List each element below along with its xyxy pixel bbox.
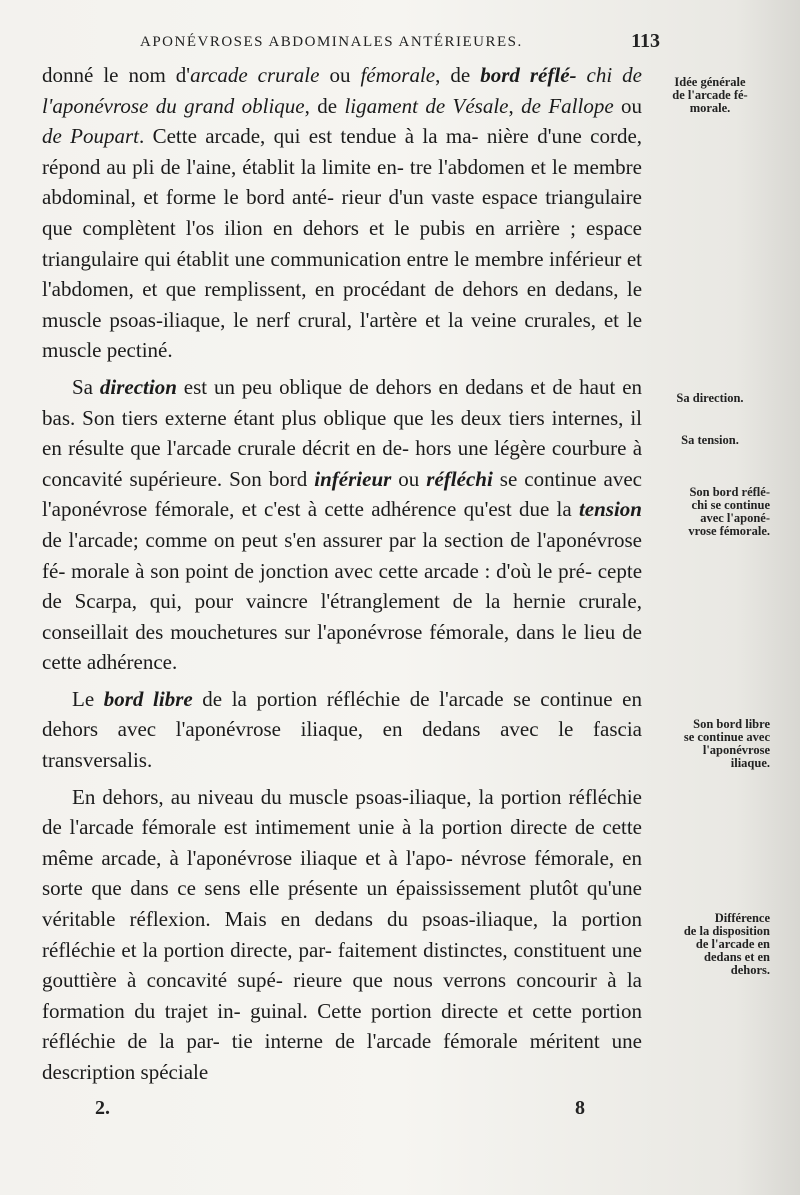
text-run: guinal. Cette portion directe et cette portion réfléchie de la par-	[42, 998, 642, 1054]
margin-note-line: Son bord libre	[693, 717, 770, 731]
text-run: comme on peut s'en assurer par la section de l'aponévrose fé-	[42, 527, 642, 583]
text-run: . Cette arcade, qui est tendue à la ma-	[139, 124, 479, 149]
margin-note-line: Son bord réflé-	[689, 485, 770, 499]
margin-note-bord-reflechi	[650, 486, 770, 538]
paragraph	[42, 60, 642, 366]
margin-note-line: l'aponévrose	[702, 743, 770, 757]
italic-term: arcade crurale	[190, 63, 320, 87]
margin-note-idee-generale	[650, 76, 770, 115]
paragraph	[42, 782, 642, 1088]
margin-note-line: se continue avec	[683, 730, 770, 744]
text-run: morale à son point de jonction avec cette arcade : d'où le pré-	[71, 558, 592, 583]
text-run: de la portion réfléchie de l'arcade se continue	[192, 686, 613, 711]
margin-note-line: chi se continue	[691, 498, 770, 512]
running-title: APONÉVROSES ABDOMINALES ANTÉRIEURES.	[140, 34, 523, 50]
italic-term: inférieur	[314, 466, 392, 491]
margin-note-line: dedans et en	[704, 950, 770, 964]
italic-term: bord libre	[103, 686, 193, 711]
margin-note-line: Idée générale	[674, 75, 746, 89]
margin-note-line: Sa direction.	[676, 391, 744, 405]
text-run: ,	[508, 93, 514, 118]
page-number: 113	[631, 30, 660, 52]
margin-note-line: vrose fémorale.	[688, 524, 770, 538]
signature-mark-left: 2.	[95, 1097, 110, 1119]
margin-note-line: de l'arcade fé-	[672, 88, 748, 102]
margin-note-line: Différence	[714, 911, 770, 925]
text-run: transversalis.	[42, 748, 153, 773]
margin-note-line: dehors.	[730, 963, 770, 977]
margin-note-direction	[650, 392, 770, 405]
text-run: névrose fémorale, en sorte que dans ce sens elle présente un	[42, 845, 642, 901]
text-run: épaississement plutôt qu'une véritable réflexion. Mais en dedans	[42, 876, 642, 932]
italic-term: chi de l'aponévrose du grand oblique	[42, 63, 642, 118]
text-run: rieure que nous verrons concourir à la formation du trajet in-	[42, 968, 642, 1023]
margin-note-tension	[650, 434, 770, 447]
text-run: psoas-iliaque, le nerf crural, l'artère et la veine crurales, et	[109, 307, 620, 332]
text-run: , de	[435, 63, 481, 87]
text-run: ou	[319, 63, 361, 87]
signature-mark-right: 8	[575, 1097, 585, 1119]
text-run: est un peu oblique de dehors en dedans et de	[176, 374, 573, 399]
page-header	[140, 30, 660, 58]
text-run: En dehors, au niveau du muscle psoas-iliaque, la portion	[72, 784, 562, 809]
paragraph	[42, 684, 642, 776]
text-run: le muscle pectiné.	[42, 307, 642, 363]
margin-note-line: Sa tension.	[681, 433, 739, 447]
text-run: ou	[613, 93, 642, 118]
italic-term: de Poupart	[42, 124, 139, 149]
text-run: directe de cette même arcade, à l'aponévrose iliaque et à l'apo-	[42, 815, 642, 870]
text-run: tiers internes, il en résulte que l'arcade crurale décrit en de-	[42, 405, 642, 461]
page-footer	[95, 1097, 585, 1121]
text-run: hors une légère courbure à concavité supérieure. Son bord	[42, 436, 642, 491]
text-run: Sa	[72, 374, 100, 399]
text-run: en dehors et le pubis en arrière ; espace triangulaire qui établit	[42, 215, 642, 271]
italic-term: bord réflé-	[480, 63, 577, 87]
text-run: donné le nom d'	[42, 63, 191, 87]
text-run: tie interne de l'arcade fémorale méritent une description spéciale	[42, 1029, 642, 1084]
text-run: se continue avec l'aponévrose fémorale,	[42, 466, 642, 522]
margin-note-line: de l'arcade en	[695, 937, 770, 951]
text-run: haut en bas. Son tiers externe étant plus oblique que les deux	[42, 374, 642, 430]
text-run: faitement distinctes, constituent une gouttière à concavité supé-	[42, 937, 642, 993]
text-run: une communication entre le membre inférieur et l'abdomen, et	[42, 246, 642, 302]
text-run: dans le lieu de cette adhérence.	[42, 619, 642, 675]
margin-note-line: de la disposition	[683, 924, 770, 938]
italic-term: tension	[578, 497, 642, 522]
main-text	[42, 60, 642, 1100]
italic-term: réfléchi	[426, 466, 493, 491]
text-run: du psoas-iliaque, la portion réfléchie et la portion directe, par-	[42, 907, 642, 962]
text-run: en dehors avec l'aponévrose iliaque, en dedans avec le fascia	[42, 686, 642, 742]
text-run: Le	[72, 686, 104, 711]
text-run: crurale, conseillait des mouchetures sur l'aponévrose fémorale,	[42, 589, 642, 644]
italic-term: fémorale	[360, 63, 436, 87]
italic-term: de Fallope	[521, 93, 614, 118]
margin-note-bord-libre	[650, 718, 770, 770]
margin-note-line: iliaque.	[730, 756, 770, 770]
margin-note-line: morale.	[689, 101, 731, 115]
text-run: , de	[304, 93, 345, 118]
text-run: réfléchie de l'arcade fémorale est intimement unie à la portion	[42, 784, 642, 840]
text-run: que remplissent, en procédant de dehors en dedans, le muscle	[42, 277, 642, 332]
text-run: nière d'une corde, répond au pli de l'aine, établit la limite en-	[42, 124, 642, 179]
margin-note-difference	[650, 912, 770, 977]
margin-note-line: avec l'aponé-	[700, 511, 770, 525]
text-run: cepte de Scarpa, qui, pour vaincre l'étranglement de la hernie	[42, 558, 642, 614]
italic-term: direction	[99, 374, 177, 399]
text-run: rieur d'un vaste espace triangulaire que complètent l'os ilion	[42, 185, 642, 240]
text-run: et c'est à cette adhérence qu'est due la	[241, 497, 579, 522]
text-run: tre l'abdomen et le membre abdominal, et forme le bord anté-	[42, 154, 642, 210]
paragraph	[42, 372, 642, 678]
text-run: de l'arcade;	[42, 527, 139, 552]
text-run: ou	[391, 466, 427, 491]
italic-term: ligament de Vésale	[344, 93, 509, 118]
